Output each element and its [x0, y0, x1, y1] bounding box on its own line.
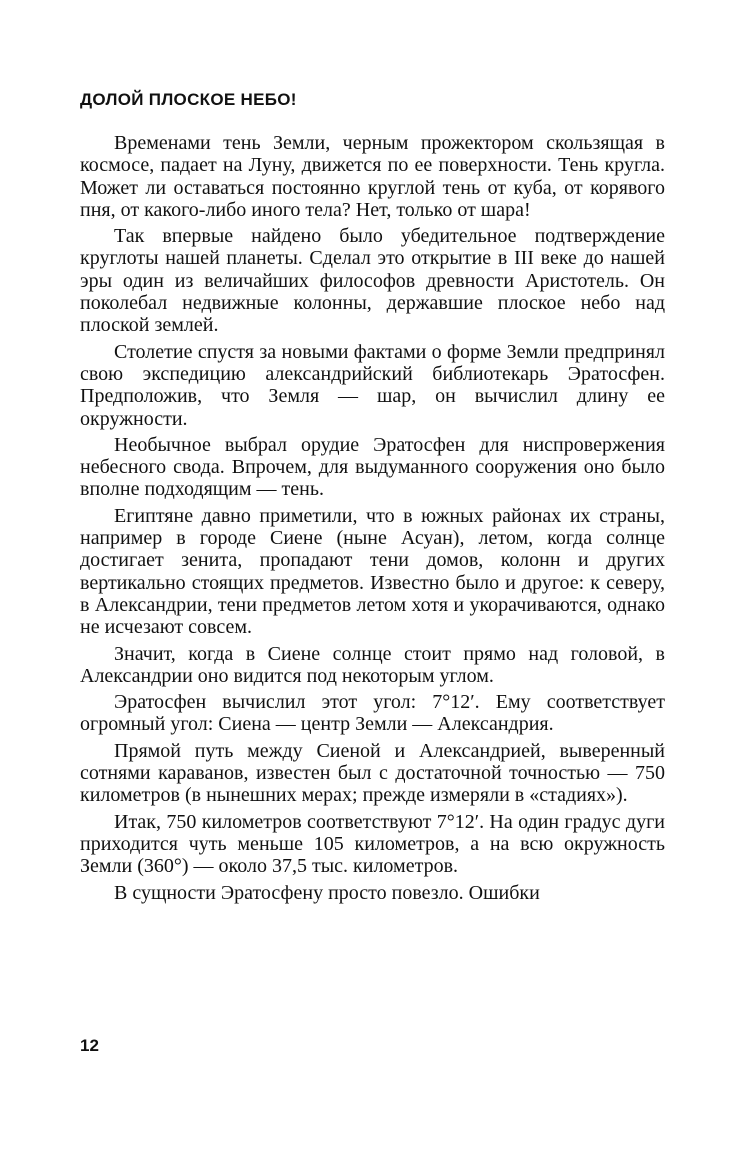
- paragraph: В сущности Эратосфену просто повезло. Ошибки: [114, 881, 540, 904]
- paragraph: Столетие спустя за новыми фактами о форме Земли предпринял свою экспедицию александрийский библиотекарь Эратосфен. Предположив, что Земля — шар, он вычислил длину ее окружности.: [80, 340, 665, 430]
- paragraph: Значит, когда в Сиене солнце стоит прямо над головой, в Александрии оно видится под некоторым углом.: [80, 642, 665, 687]
- paragraph: Необычное выбрал орудие Эратосфен для ниспровержения небесного свода. Впрочем, для выдуманного сооружения оно было вполне подходящим — тень.: [80, 433, 665, 501]
- paragraph: Египтяне давно приметили, что в южных районах их страны, например в городе Сиене (ныне Асуан), летом, когда солнце достигает зенита, пропадают тени домов, колонн и других вертикально стоящих предметов. Известно было и другое: к северу, в Александрии, тени предметов летом хотя и укорачиваются, однако не исчезают совсем.: [80, 504, 665, 639]
- paragraph: Прямой путь между Сиеной и Александрией, выверенный сотнями караванов, известен был с достаточной точностью — 750 километров (в нынешних мерах; прежде измеряли в «стадиях»).: [80, 739, 665, 807]
- body-text: [80, 132, 665, 908]
- paragraph: Эратосфен вычислил этот угол: 7°12′. Ему соответствует огромный угол: Сиена — центр Земли — Александрия.: [80, 691, 665, 736]
- paragraph: Итак, 750 километров соответствуют 7°12′. На один градус дуги приходится чуть меньше 105 километров, а на всю окружность Земли (360°) — около 37,5 тыс. километров.: [80, 810, 665, 878]
- paragraph: Временами тень Земли, черным прожектором скользящая в космосе, падает на Луну, движется по ее поверхности. Тень кругла. Может ли оставаться постоянно круглой тень от куба, от корявого пня, от какого-либо иного тела? Нет, только от шара!: [80, 132, 665, 221]
- paragraph: Так впервые найдено было убедительное подтверждение круглоты нашей планеты. Сделал это открытие в III веке до нашей эры один из величайших философов древности Аристотель. Он поколебал недвижные колонны, державшие плоское небо над плоской землей.: [80, 225, 665, 337]
- page-number: 12: [80, 1036, 99, 1055]
- running-head: ДОЛОЙ ПЛОСКОЕ НЕБО!: [80, 90, 297, 109]
